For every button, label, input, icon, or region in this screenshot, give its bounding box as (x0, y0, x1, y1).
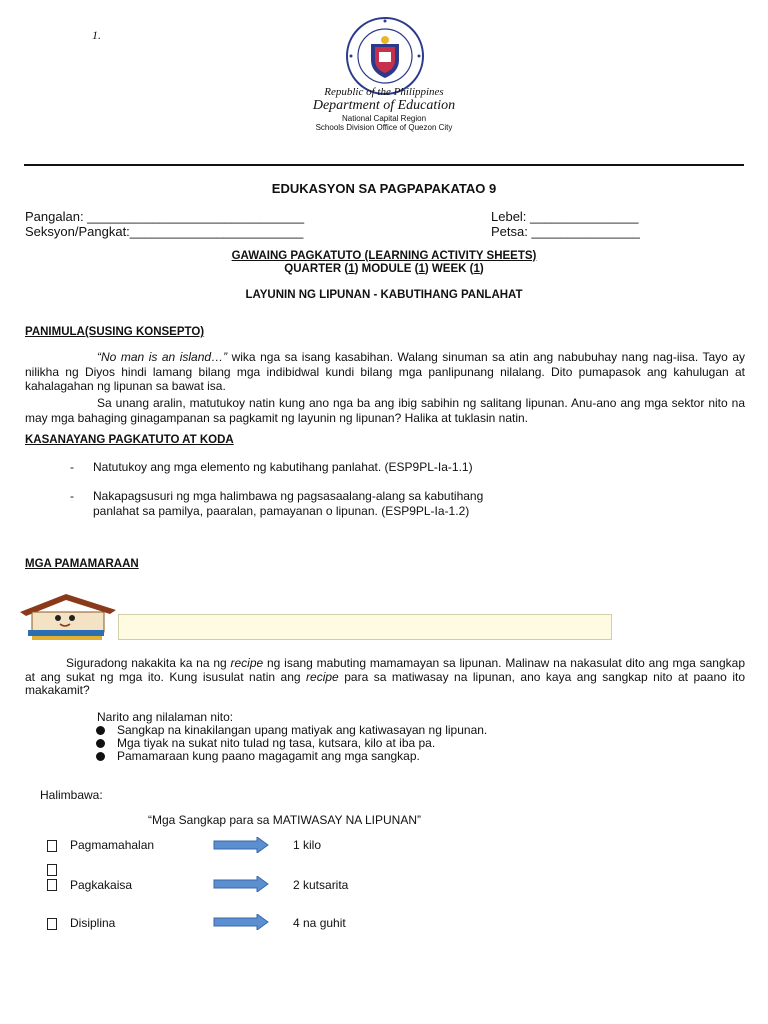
ingredient-measure-1: 1 kilo (293, 838, 322, 852)
panimula-heading: PANIMULA(SUSING KONSEPTO) (25, 326, 205, 338)
page-number: 1. (92, 28, 101, 42)
bullet-dot (96, 739, 105, 748)
panimula-paragraph-1: “No man is an island…” wika nga sa isang kasabihan. Walang sinuman sa atin ang nabubuhay nang nag-iisa. Tayo ay nilikha ng Diyos hindi lamang bilang mga indibidwal kundi bilang mga panlipunang nilalang. Dito pumapasok ang kahulugan at kahalagahan ng lipunan sa bawat isa. (25, 350, 745, 393)
house-book-clipart-icon (16, 590, 120, 642)
checkbox-icon (47, 918, 57, 930)
bullet-item-2: Mga tiyak na sukat nito tulad ng tasa, kutsara, kilo at iba pa. (96, 736, 435, 750)
checkbox-icon (47, 864, 57, 876)
bullet-dot (96, 752, 105, 761)
ingredient-measure-3: 4 na guhit (293, 916, 346, 930)
seksyon-field[interactable]: Seksyon/Pangkat:________________________ (25, 224, 304, 239)
ingredient-name-2: Pagkakaisa (70, 878, 133, 892)
right-arrow-icon (213, 876, 269, 892)
lebel-field[interactable]: Lebel: _______________ (491, 209, 639, 224)
subject-title: EDUKASYON SA PAGPAPAKATAO 9 (271, 181, 497, 196)
kasanayan-heading: KASANAYANG PAGKATUTO AT KODA (25, 434, 234, 446)
bullet-item-1: Sangkap na kinakilangan upang matiyak ang katiwasayan ng lipunan. (96, 723, 487, 737)
narito-label: Narito ang nilalaman nito: (97, 710, 234, 724)
list-item-dash: - (70, 489, 74, 503)
quarter-line: QUARTER (1) MODULE (1) WEEK (1) (284, 263, 484, 275)
petsa-field[interactable]: Petsa: _______________ (491, 224, 640, 239)
region-label: National Capital Region (341, 114, 427, 123)
las-title: GAWAING PAGKATUTO (LEARNING ACTIVITY SHEETS) (231, 250, 537, 262)
deped-seal-logo (345, 16, 425, 96)
checkbox-icon (47, 840, 57, 852)
right-arrow-icon (213, 914, 269, 930)
bullet-item-3: Pamamaraan kung paano magagamit ang mga sangkap. (96, 749, 420, 763)
right-arrow-icon (213, 837, 269, 853)
kasanayan-item-2-cont: panlahat sa pamilya, paaralan, pamayanan o lipunan. (ESP9PL-Ia-1.2) (93, 504, 470, 518)
recipe-title: “Mga Sangkap para sa MATIWASAY NA LIPUNAN” (148, 813, 421, 827)
department-label: Department of Education (312, 98, 456, 113)
list-item-dash: - (70, 460, 74, 474)
pangalan-field[interactable]: Pangalan: ______________________________ (25, 209, 305, 224)
header-divider (24, 164, 744, 166)
pamamaraan-heading: MGA PAMAMARAAN (25, 558, 139, 570)
kasanayan-item-2: Nakapagsusuri ng mga halimbawa ng pagsasaalang-alang sa kabutihang (93, 489, 484, 503)
ingredient-name-3: Disiplina (70, 916, 116, 930)
activity-banner (118, 614, 612, 640)
pamamaraan-paragraph: Siguradong nakakita ka na ng recipe ng isang mabuting mamamayan sa lipunan. Malinaw na nakasulat dito ang mga sangkap at ang sukat ng mga ito. Kung isusulat natin ang recipe para sa matiwasay na lipunan, ano kaya ang sangkap nito at paano ito makakamit? (25, 656, 745, 697)
topic-title: LAYUNIN NG LIPUNAN - KABUTIHANG PANLAHAT (245, 289, 523, 301)
panimula-paragraph-2: Sa unang aralin, matutukoy natin kung ano nga ba ang ibig sabihin ng salitang lipunan. Anu-ano ang mga sektor nito na may mga bahaging ginagampanan sa pagkamit ng layunin ng lipunan? Halika at tuklasin natin. (25, 396, 745, 425)
ingredient-measure-2: 2 kutsarita (293, 878, 349, 892)
kasanayan-item-1: Natutukoy ang mga elemento ng kabutihang panlahat. (ESP9PL-Ia-1.1) (93, 460, 473, 474)
bullet-dot (96, 726, 105, 735)
ingredient-name-1: Pagmamahalan (70, 838, 155, 852)
checkbox-icon (47, 879, 57, 891)
halimbawa-label: Halimbawa: (40, 788, 103, 802)
republic-label: Republic of the Philippines (324, 86, 444, 98)
division-label: Schools Division Office of Quezon City (315, 123, 453, 132)
